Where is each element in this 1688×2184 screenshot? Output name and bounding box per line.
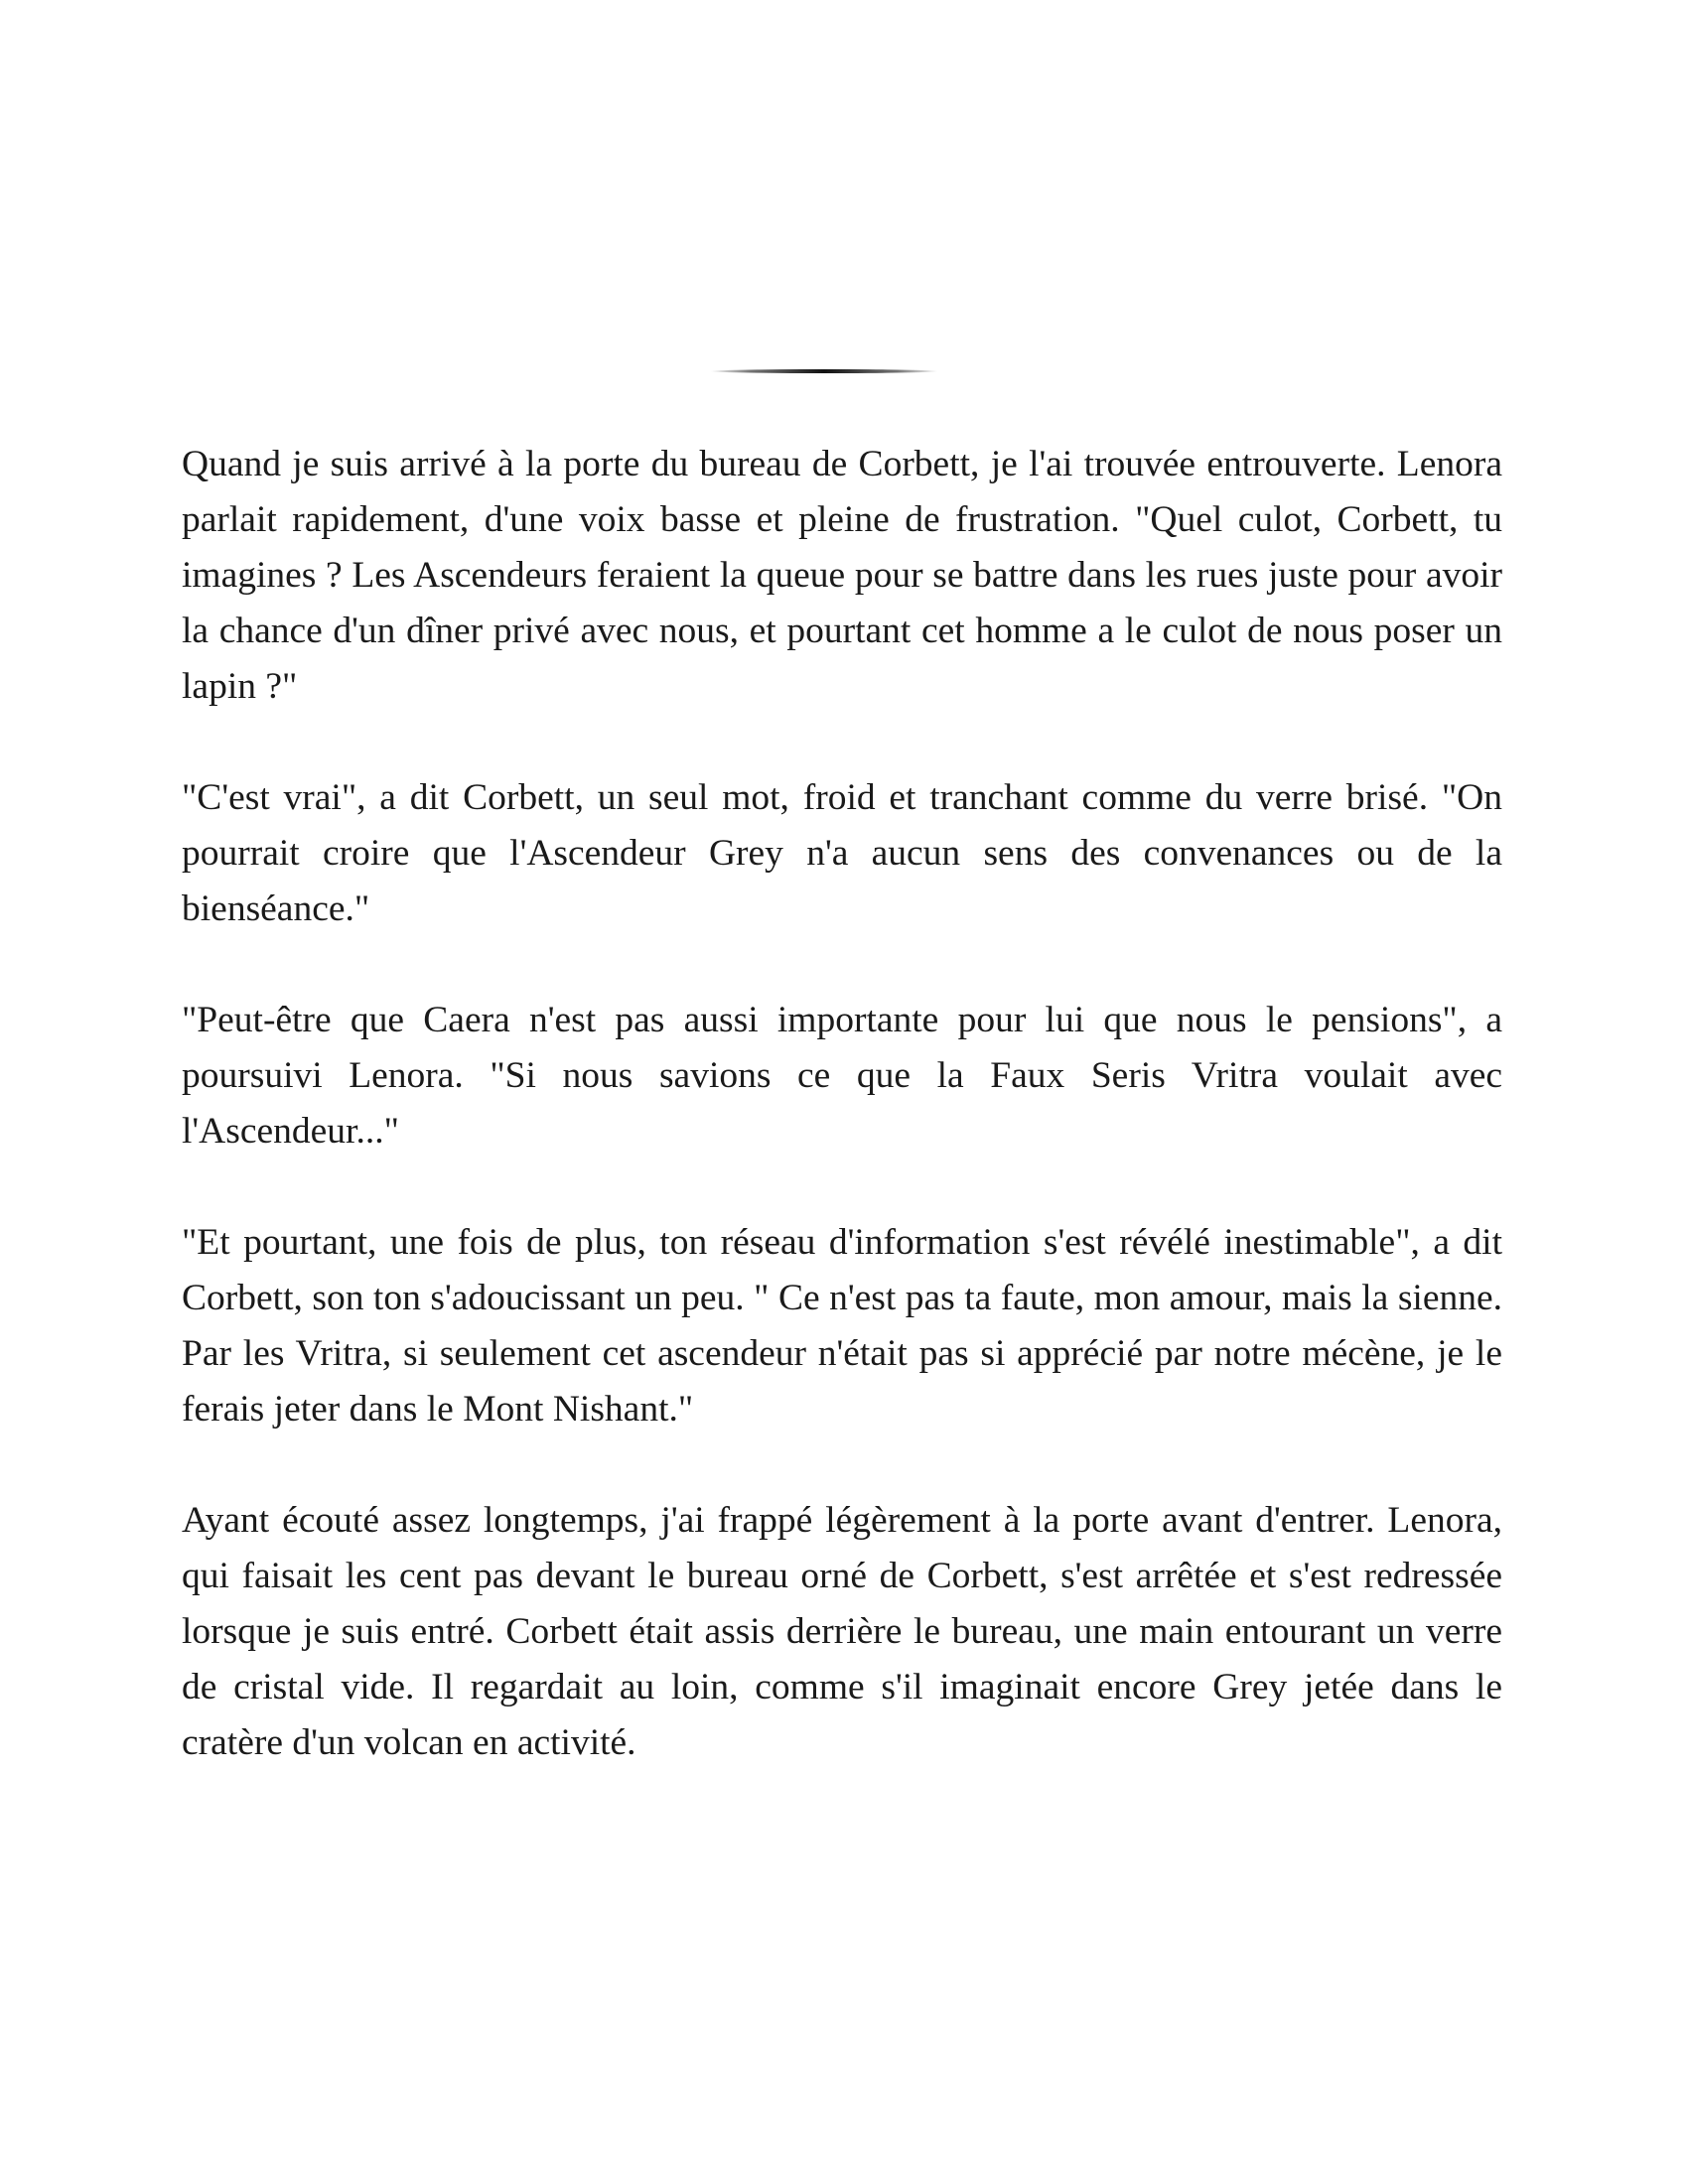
text-body: [182, 437, 1502, 1827]
paragraph-1: Quand je suis arrivé à la porte du bureau de Corbett, je l'ai trouvée entrouverte. Lenora parlait rapidement, d'une voix basse et pleine de frustration. "Quel culot, Corbett, tu imagines ? Les Ascendeurs feraient la queue pour se battre dans les rues juste pour avoir la chance d'un dîner privé avec nous, et pourtant cet homme a le culot de nous poser un lapin ?": [182, 444, 1502, 707]
paragraph-3: "Peut-être que Caera n'est pas aussi importante pour lui que nous le pensions", a poursuivi Lenora. "Si nous savions ce que la Faux Seris Vritra voulait avec l'Ascendeur...": [182, 1000, 1502, 1152]
paragraph-2: "C'est vrai", a dit Corbett, un seul mot, froid et tranchant comme du verre brisé. "On pourrait croire que l'Ascendeur Grey n'a aucun sens des convenances ou de la bienséance.": [182, 777, 1502, 929]
paragraph-5: Ayant écouté assez longtemps, j'ai frappé légèrement à la porte avant d'entrer. Lenora, qui faisait les cent pas devant le bureau orné de Corbett, s'est arrêtée et s'est redressée lorsque je suis entré. Corbett était assis derrière le bureau, une main entourant un verre de cristal vide. Il regardait au loin, comme s'il imaginait encore Grey jetée dans le cratère d'un volcan en activité.: [182, 1500, 1502, 1763]
paragraph-4: "Et pourtant, une fois de plus, ton réseau d'information s'est révélé inestimable", a dit Corbett, son ton s'adoucissant un peu. " Ce n'est pas ta faute, mon amour, mais la sienne. Par les Vritra, si seulement cet ascendeur n'était pas si apprécié par notre mécène, je le ferais jeter dans le Mont Nishant.": [182, 1222, 1502, 1430]
scene-break-divider: [710, 369, 938, 373]
